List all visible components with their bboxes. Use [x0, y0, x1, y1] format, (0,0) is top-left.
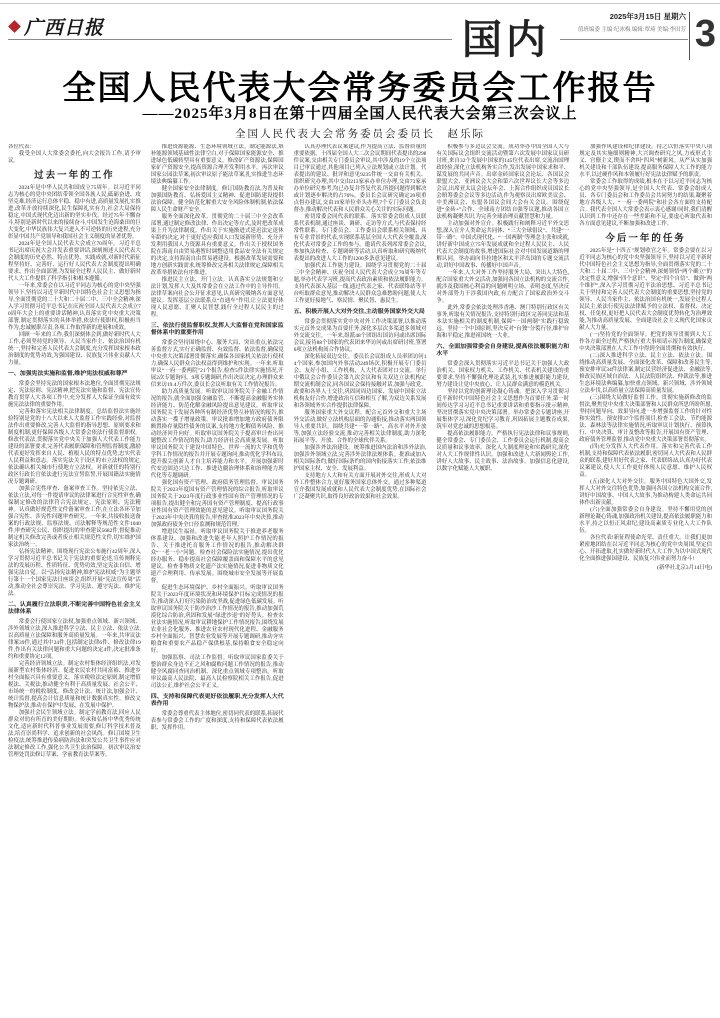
body-paragraph: 2024年是中华人民共和国成立75周年。以习近平同志为核心的党中央团结带领全国各族人民,砥砺奋进、攻坚克难,经济运行总体平稳、稳中有进,高质量发展扎实推进,改革开放持续深化,民生保障扎实有力,社会大局保持稳定,中国式现代化迈出新的坚实步伐。经过75年不懈奋斗,特别是新时代以来的接续奋斗,中国发生沧海桑田的巨大变化,中华民族伟大复兴进入不可逆转的历史进程,充分彰显中国共产党领导和我国社会主义制度的显著优势。: [8, 185, 141, 240]
body-paragraph: 促进生态环境保护、乡村全面振兴。听取审议国务院关于2023年度环境状况和环境保护目标完成情况的报告,推动深入打好污染防治攻坚战,促进绿色低碳发展。听取审议国务院关于防沙治沙工作情况的报告,推动加强荒漠化综合防治,巩固和发展“绿进沙退”的好势头。检查农业法实施情况,听取审议耕地保护工作情况报告,围绕发展农业社会化服务、推进农业农村现代化进程、金融服务乡村全面振兴、智慧农业发展等开展专题调研,推动夯实粮食和重要农产品稳产保供根基,保持粮食安全稳定向好。: [150, 585, 284, 654]
body-paragraph: 积极参与多边议会交流。成功举办中国全国人大与有关国际议会组织交流活动暨第六次发展中国家议员研讨班,来自32个发展中国家的145位代表出席,交流治国理政经验,深化立法机构务实合作,发出发展中国家求和平、谋发展的共同声音。出席金砖国家议会论坛、各国议会联盟大会、亚洲议会大会和第六次世界议长大会等多边会议,出席亚太议会论坛年会、上海合作组织成员国议长会晤筹委会会议等多边活动,作为观察员出席欧美议会、中美洲议会、东盟各国议会间大会有关会议。围绕促进“金砖+”合作、全球南方团结自强等议题,推动各国立法机构凝聚共识,为完善全球治理贡献智慧和力量。: [436, 144, 570, 220]
body-paragraph: 深化拓展双边交往。委员长会议组成人员率团访问14个国家,参加国内外事活动249场次,积极开展专门委员会、友好小组、工作机构、人大代表团对口交流。举行中俄议会合作委员会第九次会议和有关双边立法机构定期交流机制会议,同各国议会保持接触对话,加强与政党、政要和各界人士交往,巩固同周边国家、发展中国家立法机构友好合作,增进政治互信和相互了解,为双边关系发展和各领域务实合作提供法律保障。: [293, 354, 427, 409]
article-title: 全国人民代表大会常务委员会工作报告: [62, 69, 658, 106]
body-paragraph: 加强监察、司法工作监督。听取审议国家监委关于整治群众身边不正之风和腐败问题工作情况的报告,推动健全风腐同查同治机制、深化重点领域专项整治。听取审议最高人民法院、最高人民检察院相关工作报告,促进司法公正,维护社会公平正义。: [150, 655, 284, 689]
article-column-1: [8, 144, 141, 1010]
body-paragraph: 加强涉外法治建设。统筹推进国内法治和涉外法治,加强涉外领域立法,完善涉外法律法规体系。批准或加入相关国际条约,做好国际条约的国内衔接落实工作,依法维护国家主权、安全、发展利益。: [293, 445, 427, 472]
body-paragraph: 密切常委会同代表的联系。落实常委会组成人员联系代表机制,通过座谈、调研、走访等方式,与代表保持经常性联系。专门委员会、工作委员会联系相关领域、具有专业背景的代表,实现联系基层全国人大代表全覆盖,深化代表对常委会工作的参与。邀请代表列席常委会会议,参加执法检查、专题调研等活动,认真听取和研究吸纳代表提出的改进人大工作的1200多条意见建议。: [293, 214, 427, 262]
masthead: [0, 0, 720, 64]
body-paragraph: 常委会坚持宪法的国家根本法地位,全面贯彻宪法规定、宪法原则、宪法精神,把宪法实施和监督、宪法宣传教育贯穿人大各项工作中,充分发挥人大保证全面有效实施宪法法律的重要作用。: [8, 381, 141, 408]
body-paragraph: (一)坚持党的全面领导。把党的领导贯彻到人大工作各方面全过程,严格执行重大事项请示报告制度,确保党中央决策部署在人大工作中得到全面贯彻和有效执行。: [579, 332, 712, 352]
body-paragraph: 提高依法履职能力。严格执行宪法法律和议事规则,健全常委会、专门委员会、工作委员会运行机制,提高会议质量和议事效率。深化人大制度理论和实践研究,深化对人大工作规律性认识。加强和改进人大新闻舆论工作,讲好人大故事、民主故事、法治故事。加强信息化建设,以数字化赋能人大履职。: [436, 431, 570, 472]
article-column-3: [294, 144, 427, 1010]
issue-date: 2025年3月15日 星期六: [609, 12, 686, 21]
body-paragraph: 助力高质量发展。听取审议国务院关于金融工作情况的报告,就全面加强金融监管、不断提高金融服务实体经济能力、防范化解金融风险提出意见建议。听取审议国务院关于发展各种所有制经济优势互补情况的报告,推动落实一揽子增量政策。审议批准增加地方政府债务限额置换存量隐性债务的议案,支持地方化解债务风险、推动经济回升向好。听取审议国务院关于提高审计查出问题整改工作情况的报告,助力经济社会高质量发展。听取审议国务院关于建设中国特色、世界一流的大学和优势学科工作情况的报告并开展专题询问,推动优化学科布局,提升拔尖创新人才自主培养能力和水平。开展加强新时代安边固边兴边工作、推进边疆治理体系和治理能力现代化等专题调研。: [150, 389, 284, 479]
section-heading: 一、加强宪法实施和监督,维护宪法权威和尊严: [8, 371, 128, 377]
paper-logo: [10, 13, 104, 40]
section-heading: 六、全面加强常委会自身建设,提高依法履职能力和水平: [436, 344, 570, 357]
date-block: [572, 11, 686, 33]
body-paragraph: (四)充分发挥人大代表作用。落实和完善代表工作机制,支持和保障代表依法履职,密切同人大代表和人民群众的联系,建好用好代表之家、代表联络站,认真办好代表议案建议,使人大工作更好体现人民意愿、维护人民权益。: [579, 444, 712, 478]
body-paragraph: 回顾一年来的工作,我们深刻体会到,做好新时代人大工作,必须坚持党的领导、人民当家作主、依法治国有机统一,坚持和完善人民代表大会制度,充分发挥国家根本政治制度的优势功效,为强国建设、民族复兴伟业贡献人大力量。: [8, 332, 141, 366]
body-paragraph: 支持地方人大和有关方面开展对外交往,形成人大对外工作整体合力,更好服务国家总体外交。通过多种渠道宣介我国发展成就和人民代表大会制度优势,在国际社会广泛凝聚共识,取得良好政治效果和社会效果。: [293, 473, 427, 500]
body-paragraph: 此外,常委会依法处理涉香港、澳门特别行政区有关事务,听取有关情况报告,支持特别行政区完善同宪法和基本法实施相关的制度机制,保障“一国两制”实践行稳致远。坚持一个中国原则,坚决反对“台独”分裂行径,维护台海和平稳定,推进祖国统一大业。: [436, 305, 570, 339]
body-paragraph: 认真办理代表议案建议,作为提高立法、监督质量的重要依据。十四届全国人大二次会议期间代表提出的298件议案,交由相关专门委员会审议,其中涉及的19个立法项目已审议通过,其他项目已列入立法规划或立法计划。代表提出的建议、批评和意见9235件统一交由有关机关、组织研究办理,其中交由213家承办单位办理,交由73家承办单位研究参考,均已办复并答复代表,所提问题得到解决或计划逐步解决的占76%。委员长会议研究确定20项重点督办建议,交由19家单位牵头办理,7个专门委员会负责督办,推动解决代表和人民群众关心关注的实际问题。: [293, 144, 427, 213]
body-paragraph: 常委会贯彻落实党中央对外工作决策部署,以推动落实元首外交成果为首要任务,深化多层次多渠道多领域对外交流交往。一年来,组派48个团组出国访问或出席国际会议,接待88个国家的代表团来华访问或出席研讨班,签署6项立法机构间合作协议。: [293, 319, 427, 353]
part-heading: 今后一年的任务: [605, 233, 686, 244]
body-paragraph: 加强合宪性审查、备案审查工作。坚持依宪立法、依法立法,对每一件提请审议的法律案进行合宪性审查,确保制定修改的法律符合宪法规定、宪法原则、宪法精神。认真做好规范性文件备案审查工作,在立法各环节加强合宪性、涉宪性问题审查研究。一年来,共接收报送备案的行政法规、监察法规、司法解释等规范性文件1040件,审查研究公民、组织提出的审查建议5682件,督促推动制定机关修改完善或者废止相关规范性文件,切实维护国家法治统一。: [8, 486, 141, 548]
body-paragraph: 一年来,人大对外工作坚持服务大局、突出人大特色,配合国家重大外交活动,加强同各国立法机构的交流合作,就涉及我国核心利益的问题阐明立场、表明态度,坚决反对外部势力干涉我国内政,有力配合了国家政治外交斗争。: [436, 270, 570, 304]
body-paragraph: 坚持以党的创新理论凝心铸魂。把深入学习贯彻习近平新时代中国特色社会主义思想作为首要任务,第一时间传达学习习近平总书记重要讲话和重要指示批示精神,坚决贯彻落实党中央决策部署。举办常委会专题讲座,开展集体学习,深化党纪学习教育,巩固拓展主题教育成果,筑牢对党忠诚的思想根基。: [436, 389, 570, 430]
body-paragraph: 常委会深入贯彻落实习近平总书记关于加强人大政治机关、国家权力机关、工作机关、代表机关建设的重要要求,坚持不懈强化理论武装,扎实推进履职能力建设,努力建设让党中央放心、让人民群众满意的模范机关。: [436, 361, 570, 388]
body-paragraph: 健全国家安全法律制度。修订国防教育法,为普及和加强国防教育、弘扬爱国主义精神、促进国防建设提供法治保障。健全防范化解重大安全风险体制机制,依法保障人民生命财产安全。: [150, 186, 284, 213]
section-heading: 五、积极开展人大对外交往,主动服务国家外交大局: [293, 309, 425, 315]
body-paragraph: 我受全国人大常委会委托,向大会报告工作,请予审议。: [8, 151, 141, 164]
body-paragraph: 服务全面深化改革。贯彻党的二十届三中全会改革部署,通过制定修改法律、作出决定等方式,及时把改革成果上升为法律制度。作出关于实施渐进式延迟法定退休年龄的决定,对于更好适应我国人口发展新形势、充分开发利用我国人力资源具有重要意义。作出关于授权国务院在海南自由贸易港暂时调整适用食品安全法有关规定的决定,支持海南自由贸易港建设。根据改革发展需要和地方创新实践需求,统筹修改完善相关法律规定,保障相关改革举措依法有序推进。: [150, 214, 284, 276]
body-paragraph: 常委会坚持围绕中心、服务大局、突出重点,依法完善监督方式,实行正确监督、有效监督、依法监督,确保党中央重大决策部署贯彻落实,确保各国家机关依法行使权力,确保人民群众合法权益得到维护和实现。一年来,听取审议“一府一委两院”21个报告,检查5件法律实施情况,开展2次专题询问、9项专题调研,作出决议决定,办理群众来信来访19.4万件次,委员长会议听取有关工作情况报告。: [150, 340, 284, 388]
article-column-2: [151, 144, 284, 1010]
body-paragraph: 加强代表工作能力建设。围绕学习贯彻党的二十届三中全会精神、庆祝全国人民代表大会成立70周年等专题,举办代表学习班,提高代表政治素质和依法履职能力。支持代表深入基层一线,通过代表之家、代表联络站等平台听取群众意见,推动解决人民群众急难愁盼问题,使人大工作更好接地气、察民情、聚民智、惠民生。: [293, 263, 427, 304]
body-paragraph: 一年来,常委会在以习近平同志为核心的党中央坚强领导下,坚持以习近平新时代中国特色社会主义思想为指导,全面贯彻党的二十大和二十届二中、三中全会精神,深入学习贯彻习近平总书记在庆祝全国人民代表大会成立70周年大会上的重要讲话精神,认真落实党中央重大决策部署,制定贯彻落实的具体举措,依法行使职权,积极担当作为,忠诚履职尽责,各项工作取得新的进展和成效。: [8, 283, 141, 331]
body-paragraph: 强化国有资产管理、政府债务管理监督。审议国务院关于2023年度国有资产管理情况的综合报告,听取审议国务院关于2023年度行政事业性国有资产管理情况的专项报告,提出健全和完善国有资产管理制度、提高行政事业性国有资产管理效能的意见建议。听取审议国务院关于2023年中央决算的报告,审查批准2023年中央决算,推动加强政府债务全口径监测和规范管理。: [150, 480, 284, 528]
body-paragraph: 2024年是全国人民代表大会成立70周年。习近平总书记出席庆祝大会并发表重要讲话,深刻阐述人民代表大会制度的历史必然、特点优势、实践成就,对新时代新征程坚持好、完善好、运行好人民代表大会制度提出明确要求、作出全面部署,为发展全过程人民民主、做好新时代人大工作提供了科学指引和根本遵循。: [8, 241, 141, 282]
body-paragraph: (二)深入推进科学立法、民主立法、依法立法。围绕推动高质量发展、全面深化改革、保障和改善民生等,预安排审议34件法律案,制定民营经济促进法、金融法等,修改民族区域自治法、人民法院组织法、仲裁法等,推进生态环境法典编纂,加快重点领域、新兴领域、涉外领域立法步伐,以高质量立法保障高质量发展。: [579, 353, 712, 394]
editor-credits: 值班编委 主编:纪冰梅 编辑:覃琦 美编:李田芳: [577, 27, 686, 33]
body-paragraph: (六)全面加强常委会自身建设。坚持不懈用党的创新理论凝心铸魂,加强政治机关建设,提高依法履职能力和水平,持之以恒正风肃纪,建设高素质专业化人大工作队伍。: [579, 507, 712, 534]
body-paragraph: 2025年是“十四五”规划收官之年。常委会要在以习近平同志为核心的党中央坚强领导下,坚持以习近平新时代中国特色社会主义思想为指导,全面贯彻落实党的二十大和二十届二中、三中全会精神,深刻领悟“两个确立”的决定性意义,增强“四个意识”、坚定“四个自信”、做到“两个维护”,深入学习贯彻习近平法治思想、习近平总书记关于坚持和完善人民代表大会制度的重要思想,坚持党的领导、人民当家作主、依法治国有机统一,发展全过程人民民主,依法行使宪法法律赋予的立法权、监督权、决定权、任免权,更好把人民代表大会制度优势转化为治理效能,为推动高质量发展、全面建设社会主义现代化国家贡献人大力量。: [579, 248, 712, 331]
article-body: [8, 144, 712, 1010]
body-paragraph: 各位代表!新征程使命光荣、责任重大。让我们更加紧密地团结在以习近平同志为核心的党中央周围,坚定信心、开拓进取,扎实做好新时代人大工作,为以中国式现代化全面推进强国建设、民族复兴伟业而努力奋斗!: [579, 535, 712, 562]
body-paragraph: 完善和落实宪法相关法律制度。总结监督法实施经验特别是党的十八大以来人大监督工作实践经验,对监督法作出重要修改,完善人大监督的指导思想、原则要求和制度机制,更好保障各级人大常委会依法行使监督职权。修改代表法,贯彻落实党中央关于加强人大代表工作能力建设的部署要求,完善代表履职保障和管理监督制度,激励代表更好发挥来自人民、植根人民的特点优势,忠实代表人民利益和意志。落实宪法关于设区的市立法权的规定,依法确认相关城市行使地方立法权。对新就任的特别行政区行政长官依法进行宪法宣誓监誓,开展国籍法实施情况专题调研。: [8, 409, 141, 485]
body-paragraph: 各位代表:: [8, 144, 32, 150]
article-subtitle: ——2025年3月8日在第十四届全国人民代表大会第三次会议上: [142, 106, 578, 122]
body-paragraph: 增进民生福祉。听取审议国务院关于推进养老服务体系建设、加强和改进失能老年人照护工作情况的报告、关于推进托育服务工作情况的报告,推动解决群众“一老一小”问题。检查社会保险法实施情况,提出优化经办服务、稳步提高社会保障覆盖面和保障水平的意见建议。检查非物质文化遗产法实施情况,促进非物质文化遗产合理利用、传承发展。围绕城市安全发展等开展监督。: [150, 529, 284, 584]
source-note: (新华社北京3月14日电): [657, 565, 712, 571]
paper-name: 广西日报: [24, 18, 105, 39]
article-byline: 全国人民代表大会常务委员会委员长 赵乐际: [235, 129, 485, 140]
body-paragraph: 推进民主立法、开门立法。认真落实立法规划和立法计划,发挥人大及其常委会在立法工作中的主导作用。法律草案向社会公开征求意见,认真研究吸纳各方面意见建议。发挥基层立法联系点“直通车”作用,让立法更好体现人民意愿、汇聚人民智慧,践行全过程人民民主的过程。: [150, 277, 284, 318]
body-paragraph: 常委会工作取得的成绩,根本在于以习近平同志为核心的党中央坚强领导,是全国人大代表、常委会组成人员、各专门委员会和工作委员会共同努力的结果,凝聚着地方各级人大、“一府一委两院”和社会各方面的支持配合。我代表全国人大常委会表示衷心感谢!同时,我们清醒认识到工作中还存在一些差距和不足,要虚心听取代表和各方面意见建议,不断加强和改进工作。: [579, 179, 712, 227]
body-paragraph: 主动加强对外宣介。积极践行和阐释习近平外交思想,深入宣介人类命运共同体、“三大全球倡议”、共建“一带一路”、中国式现代化、“一国两制”等理念主张和成就,讲好新中国成立75年发展成就和全过程人民民主、人民代表大会制度的故事,增进国际社会对中国发展道路的理解认同。举办面向非拉地区和太平洋岛国的专题交流活动,讲好中国故事、传播好中国声音。: [436, 221, 570, 269]
body-paragraph: (三)围绕大局做好监督工作。贯彻实施新修改的监督法,聚焦党中央重大决策部署和人民群众所思所盼所愿,坚持问题导向、效果导向,进一步增强监督工作的针对性和实效性。预安排37个监督项目,检查工会法、节约能源法、森林法等法律实施情况,听取审议计划执行、预算执行、中央决算、审计及整改等报告,开展国有资产管理、政府债务管理监督,推动党中央重大决策部署贯彻落实。: [579, 395, 712, 443]
body-paragraph: 加强作风建设和纪律建设。持之以恒落实中央八项规定及其实施细则精神,大兴调查研究之风,力戒形式主义、官僚主义,锲而不舍纠“四风”树新风。从严从实加强机关建设和干部队伍建设,提高服务保障人大工作的能力水平,以过硬作风和本领履行好宪法法律赋予的职责。: [579, 144, 712, 178]
diamond-icon: [8, 20, 21, 33]
section-heading: 三、依法行使监督职权,发挥人大监督在党和国家监督体系中的重要作用: [150, 323, 284, 336]
body-paragraph: 加强社会民生领域立法。制定学前教育法,回应人民群众对幼有所育的美好期盼。传承和弘扬中华优秀传统文化,适应新时代科普事业发展需要,修订科学技术普及法,培育崇尚科学、追求创新的社会风尚。修订国境卫生检疫法,统筹推进传染病防治法和突发公共卫生事件应对法制定修改工作,强化公共卫生法治保障。初次审议治安管理处罚法修订草案、学前教育法草案等。: [8, 710, 141, 758]
body-paragraph: 常委会行使国家立法权,加强重点领域、新兴领域、涉外领域立法,深入推进科学立法、民主立法、依法立法,以高质量立法保障和服务高质量发展。一年来,共审议法律案39件,通过其中24件,包括制定法律6件、修改法律19件,作出有关法律问题和重大问题的决定4件,决定批准条约和重要协定12项。: [8, 619, 141, 660]
body-paragraph: 弘扬宪法精神。围绕现行宪法公布施行42周年,深入学习贯彻习近平总书记关于宪法的重要论述,宣传阐释宪法的发展历程、性质特征、优势功效,坚定宪法自信、增强宪法自觉。以“弘扬宪法精神,维护宪法权威”为主题举行第十一个国家宪法日座谈会,组织开展“宪法宣传周”活动,推动全社会尊崇宪法、学习宪法、遵守宪法、维护宪法。: [8, 549, 141, 597]
body-paragraph: 服务国家重大外交议程。配合元首外交和重大主场外交活动,做好立法机构层面的沟通衔接,推动落实两国领导人重要共识。围绕共建“一带一路”、高水平对外开放等,加强立法经验交流,推动完善相关法律制度,助力深化拓展平等、开放、合作的全球伙伴关系。: [293, 410, 427, 444]
masthead-rule: [8, 39, 688, 40]
section-title: 国内: [452, 8, 560, 65]
section-heading: 二、认真履行立法职责,不断完善中国特色社会主义法律体系: [8, 602, 141, 615]
body-paragraph: 常委会尊重代表主体地位,密切同代表的联系,拓展代表参与常委会工作的广度和深度,支持和保障代表依法履职、发挥作用。: [150, 711, 284, 731]
body-paragraph: (五)深化人大对外交往。服务中国特色大国外交,发挥人大对外交往特色优势,加强同各国立法机构交流合作,讲好中国故事、中国人大故事,为推动构建人类命运共同体作出新贡献。: [579, 479, 712, 506]
article-column-4: [436, 144, 569, 1010]
part-heading: 过去一年的工作: [34, 170, 115, 181]
section-heading: 四、支持和保障代表更好依法履职,充分发挥人大代表作用: [150, 694, 284, 707]
page-number-divider: [689, 12, 690, 60]
page-number: 3: [694, 13, 716, 55]
article-column-5: [579, 144, 712, 1010]
body-paragraph: 完善经济领域立法。制定农村集体经济组织法,对发展新型农村集体经济、促进农民农村共同富裕、推进乡村全面振兴具有重要意义。落实税收法定原则,制定增值税法、关税法,推动健全有利于高质量发展、社会公平、市场统一的税收制度。修改会计法、统计法,加强会计、统计监督,提高会计信息质量和统计数据真实性。修改文物保护法,推动在保护中发展、在发展中保护。: [8, 661, 141, 709]
body-paragraph: 推进资源能源、生态环境领域立法。制定能源法,填补能源领域基础性法律空白,对于保障国家能源安全、推进绿色低碳转型具有重要意义。修改矿产资源法,保障国家矿产资源安全,提高资源合理开发利用水平。再次审议国家公园法草案,初次审议原子能法草案,扎实推进生态环境法典编纂工作。: [150, 144, 284, 185]
